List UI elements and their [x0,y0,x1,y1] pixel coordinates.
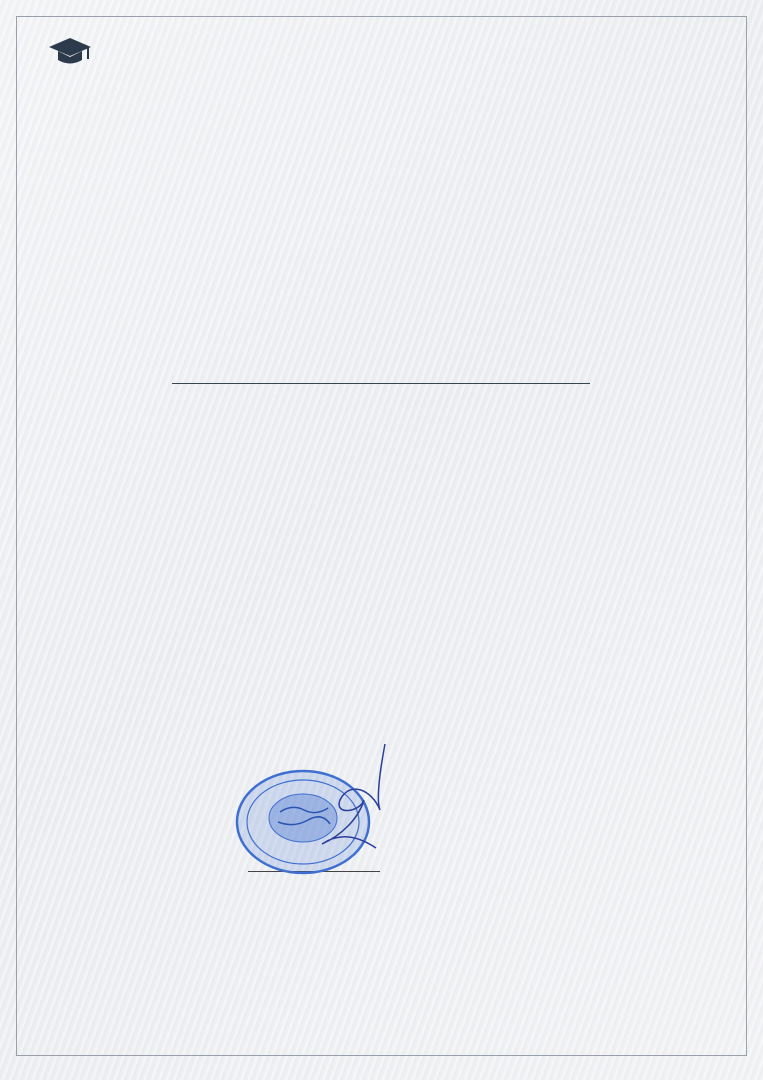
handwritten-signature [280,740,400,860]
organization-header [48,35,98,70]
graduation-cap-icon [48,35,92,67]
name-underline [172,383,590,384]
